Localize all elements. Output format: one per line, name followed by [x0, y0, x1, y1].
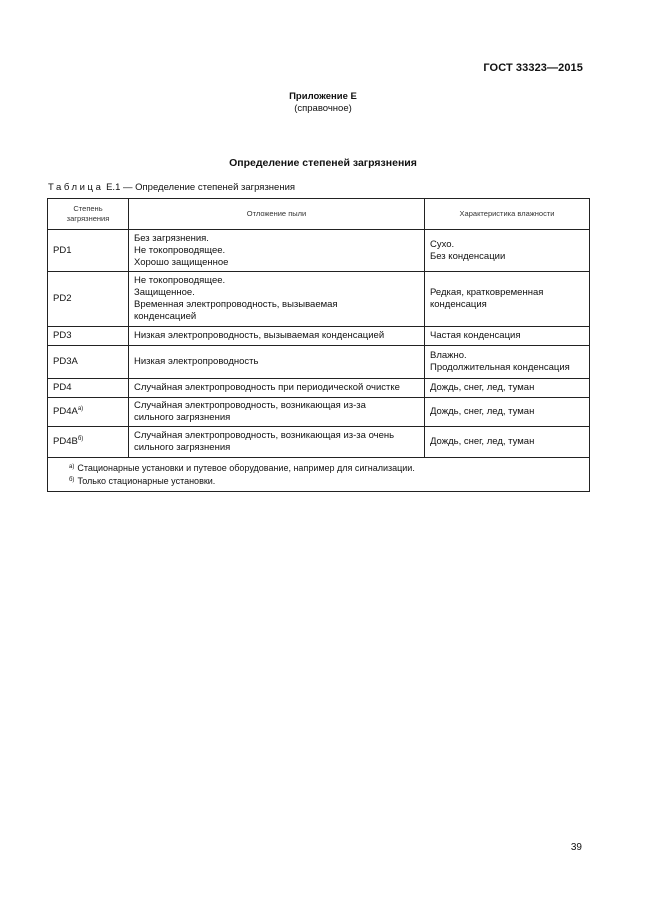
humidity-cell: Редкая, кратковременная конденсация: [425, 272, 590, 327]
humidity-cell: Дождь, снег, лед, туман: [425, 398, 590, 427]
footnote-ref: а): [77, 406, 84, 412]
appendix-heading: [0, 91, 646, 115]
degree-cell: PD4: [48, 379, 129, 398]
section-title: Определение степеней загрязнения: [229, 157, 417, 169]
table-footnotes-row: [48, 458, 590, 492]
table-row: [48, 230, 590, 272]
footnote: $^{б)}$ Только стационарные установки.: [69, 476, 216, 486]
table-row: [48, 272, 590, 327]
column-header-dust: Отложение пыли: [129, 199, 425, 230]
dust-cell: Случайная электропроводность, возникающая из-за сильного загрязнения: [129, 398, 425, 427]
degree-cell: PD3A: [48, 346, 129, 379]
humidity-cell: Дождь, снег, лед, туман: [425, 427, 590, 458]
table-caption-number: Е.1 —: [106, 182, 133, 193]
table-caption-prefix: Таблица: [48, 182, 104, 193]
table-caption: [48, 182, 295, 193]
table-footnotes: [48, 458, 590, 492]
dust-cell: Случайная электропроводность, возникающая из-за очень сильного загрязнения: [129, 427, 425, 458]
table-row: [48, 327, 590, 346]
table-row: [48, 398, 590, 427]
humidity-cell: Влажно. Продолжительная конденсация: [425, 346, 590, 379]
appendix-title: Приложение Е: [289, 91, 357, 102]
pollution-degree-table: [47, 198, 589, 492]
humidity-cell: Сухо. Без конденсации: [425, 230, 590, 272]
page-number: 39: [570, 842, 582, 853]
column-header-degree: Степень загрязнения: [48, 199, 129, 230]
dust-cell: Низкая электропроводность: [129, 346, 425, 379]
table-caption-text: Определение степеней загрязнения: [135, 182, 296, 193]
degree-cell: $PD4B^{б)}$: [48, 427, 129, 458]
table-row: [48, 346, 590, 379]
table-row: [48, 427, 590, 458]
dust-cell: Низкая электропроводность, вызываемая конденсацией: [129, 327, 425, 346]
dust-cell: Случайная электропроводность при периодической очистке: [129, 379, 425, 398]
appendix-subtitle: (справочное): [294, 103, 352, 114]
dust-cell: Не токопроводящее. Защищенное. Временная электропроводность, вызываемая конденсацией: [129, 272, 425, 327]
footnote: $^{а)}$ Стационарные установки и путевое оборудование, например для сигнализации.: [69, 463, 415, 473]
document-code: ГОСТ 33323—2015: [483, 62, 583, 74]
humidity-cell: Частая конденсация: [425, 327, 590, 346]
degree-cell: PD1: [48, 230, 129, 272]
footnote-ref: б): [77, 436, 84, 442]
dust-cell: Без загрязнения. Не токопроводящее. Хорошо защищенное: [129, 230, 425, 272]
table-row: [48, 379, 590, 398]
degree-cell: PD2: [48, 272, 129, 327]
humidity-cell: Дождь, снег, лед, туман: [425, 379, 590, 398]
degree-cell: PD3: [48, 327, 129, 346]
table-header-row: [48, 199, 590, 230]
degree-cell: $PD4A^{а)}$: [48, 398, 129, 427]
column-header-humidity: Характеристика влажности: [425, 199, 590, 230]
